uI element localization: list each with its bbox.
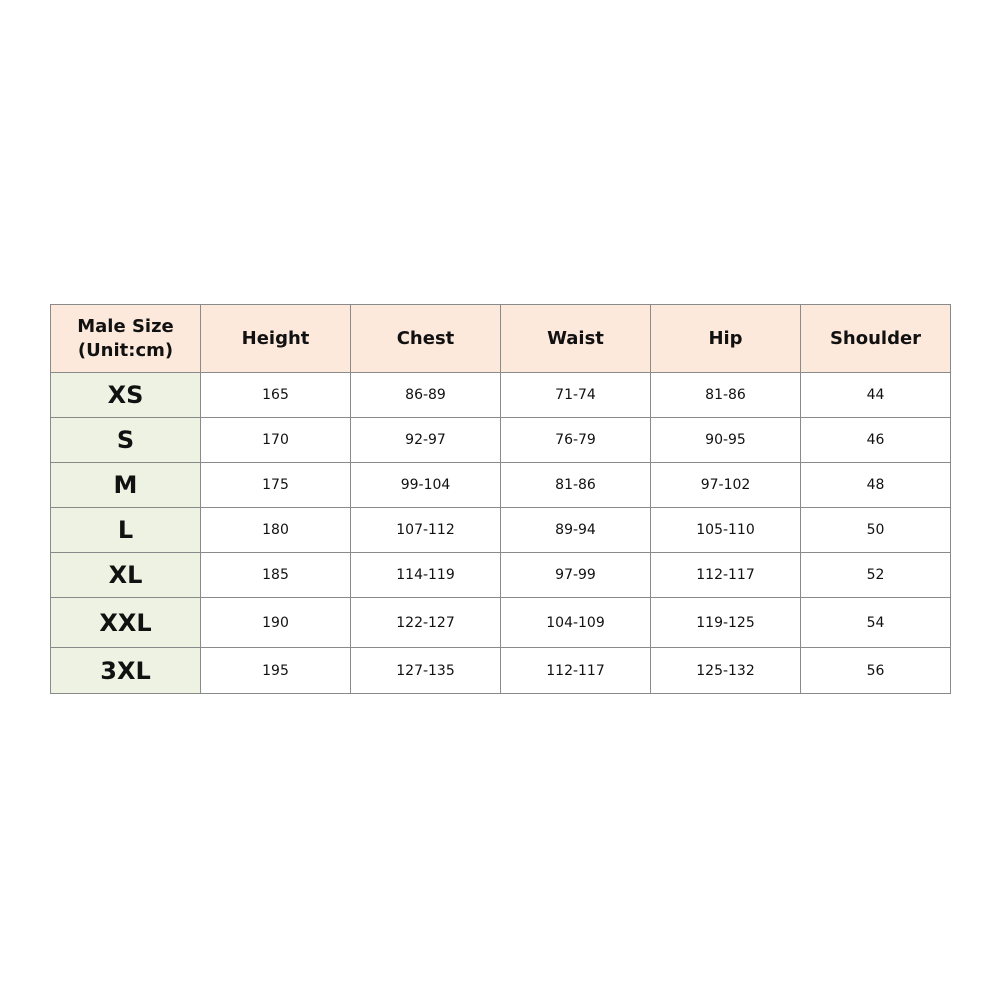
size-label: XS [51, 373, 201, 418]
table-row [51, 508, 951, 553]
header-chest: Chest [351, 305, 501, 373]
hip-value: 125-132 [651, 648, 801, 694]
hip-value: 119-125 [651, 598, 801, 648]
shoulder-value: 48 [801, 463, 951, 508]
table-row [51, 648, 951, 694]
table-row [51, 373, 951, 418]
chest-value: 127-135 [351, 648, 501, 694]
waist-value: 104-109 [501, 598, 651, 648]
shoulder-value: 50 [801, 508, 951, 553]
shoulder-value: 54 [801, 598, 951, 648]
shoulder-value: 44 [801, 373, 951, 418]
chest-value: 114-119 [351, 553, 501, 598]
chest-value: 86-89 [351, 373, 501, 418]
size-label: XL [51, 553, 201, 598]
height-value: 175 [201, 463, 351, 508]
shoulder-value: 46 [801, 418, 951, 463]
height-value: 165 [201, 373, 351, 418]
height-value: 190 [201, 598, 351, 648]
hip-value: 112-117 [651, 553, 801, 598]
size-label: 3XL [51, 648, 201, 694]
waist-value: 76-79 [501, 418, 651, 463]
shoulder-value: 56 [801, 648, 951, 694]
table-row [51, 598, 951, 648]
hip-value: 97-102 [651, 463, 801, 508]
size-label: XXL [51, 598, 201, 648]
header-waist: Waist [501, 305, 651, 373]
hip-value: 90-95 [651, 418, 801, 463]
header-male-size-line1: Male Size [77, 315, 174, 337]
chest-value: 99-104 [351, 463, 501, 508]
header-unit-line: (Unit:cm) [77, 339, 174, 361]
waist-value: 97-99 [501, 553, 651, 598]
waist-value: 112-117 [501, 648, 651, 694]
chest-value: 92-97 [351, 418, 501, 463]
height-value: 170 [201, 418, 351, 463]
size-label: S [51, 418, 201, 463]
chest-value: 122-127 [351, 598, 501, 648]
table-header-row [51, 305, 951, 373]
waist-value: 71-74 [501, 373, 651, 418]
size-label: M [51, 463, 201, 508]
height-value: 195 [201, 648, 351, 694]
header-hip: Hip [651, 305, 801, 373]
table-row [51, 463, 951, 508]
height-value: 185 [201, 553, 351, 598]
header-shoulder: Shoulder [801, 305, 951, 373]
size-chart-table [50, 304, 951, 694]
table-row [51, 553, 951, 598]
hip-value: 81-86 [651, 373, 801, 418]
waist-value: 89-94 [501, 508, 651, 553]
header-height: Height [201, 305, 351, 373]
hip-value: 105-110 [651, 508, 801, 553]
table-row [51, 418, 951, 463]
waist-value: 81-86 [501, 463, 651, 508]
chest-value: 107-112 [351, 508, 501, 553]
height-value: 180 [201, 508, 351, 553]
shoulder-value: 52 [801, 553, 951, 598]
header-male-size [51, 305, 201, 373]
size-label: L [51, 508, 201, 553]
